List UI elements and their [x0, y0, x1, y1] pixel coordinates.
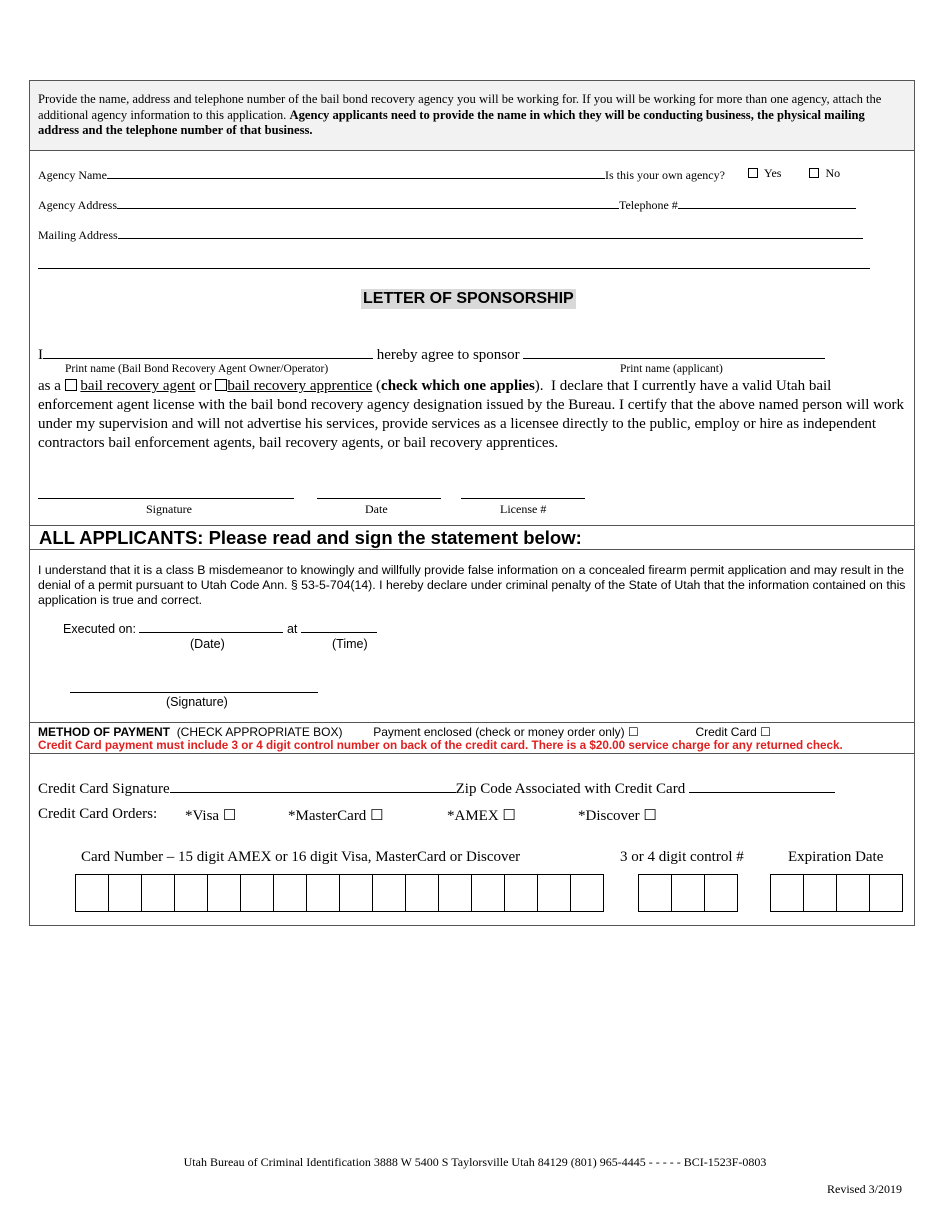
control-number-label: 3 or 4 digit control #	[620, 849, 744, 865]
check-one-label: check which one applies	[381, 378, 535, 394]
cc-orders-row	[38, 806, 157, 823]
bail-recovery-agent-label: bail recovery agent	[80, 378, 196, 394]
section-divider	[30, 549, 914, 550]
declaration-text: I declare that I currently have a valid Utah bail enforcement agent license with the bail bond recovery agency designation issued by the Bureau. I certify that the above named person will work under my supervision and will not advertise his services, provide services as a licensee directly to the public, employ or hire as independent contractors bail enforcement agents, bail recovery agents, or bail recovery apprentices.	[38, 378, 904, 451]
i-label: I	[38, 347, 43, 363]
discover-checkbox[interactable]: ☐	[643, 808, 657, 824]
revised-date: Revised 3/2019	[827, 1182, 902, 1196]
telephone-field[interactable]	[678, 197, 856, 209]
expiration-digit-box[interactable]	[837, 875, 870, 911]
card-number-boxes	[75, 874, 604, 912]
print-name-applicant-caption: Print name (applicant)	[620, 363, 723, 375]
instructions-bold: Agency applicants need to provide the name in which they will be conducting business, the physical mailing address and the telephone number of that business.	[38, 107, 865, 137]
own-agency-question: Is this your own agency?	[604, 168, 725, 182]
card-digit-box[interactable]	[142, 875, 175, 911]
card-digit-box[interactable]	[472, 875, 505, 911]
instructions-text: Provide the name, address and telephone number of the bail bond recovery agency you will be working for. If you will be working for more than one agency, attach the additional agency information to this application.	[38, 92, 882, 122]
amex-option[interactable]	[447, 806, 516, 825]
section-divider	[30, 525, 914, 526]
expiration-date-boxes	[770, 874, 903, 912]
card-digit-box[interactable]	[241, 875, 274, 911]
sponsorship-title: LETTER OF SPONSORSHIP	[363, 290, 574, 307]
payment-method-row	[38, 725, 771, 739]
or-label: or	[199, 378, 212, 394]
bail-recovery-agent-checkbox[interactable]	[65, 379, 77, 391]
bail-recovery-apprentice-checkbox[interactable]	[215, 379, 227, 391]
control-number-boxes	[638, 874, 738, 912]
agency-address-field[interactable]	[117, 197, 619, 209]
executed-time-field[interactable]	[301, 621, 377, 633]
control-digit-box[interactable]	[705, 875, 738, 911]
time-caption: (Time)	[332, 637, 368, 651]
method-of-payment-label: METHOD OF PAYMENT	[38, 725, 171, 739]
agency-name-label: Agency Name	[38, 168, 107, 182]
discover-label: *Discover	[578, 808, 640, 824]
visa-option[interactable]	[185, 806, 236, 825]
mailing-address-field-2[interactable]	[38, 257, 870, 269]
visa-label: *Visa	[185, 808, 220, 824]
cc-orders-label: Credit Card Orders:	[38, 806, 158, 822]
mailing-address-row	[38, 227, 863, 243]
section-divider	[30, 722, 914, 723]
license-caption: License #	[500, 502, 547, 516]
application-form	[29, 80, 915, 926]
mastercard-checkbox[interactable]: ☐	[370, 808, 384, 824]
visa-checkbox[interactable]: ☐	[222, 808, 237, 824]
agency-address-label: Agency Address	[38, 198, 117, 212]
executed-row	[63, 621, 377, 636]
card-digit-box[interactable]	[109, 875, 142, 911]
at-label: at	[286, 622, 298, 636]
payment-enclosed-label: Payment enclosed (check or money order only)	[373, 725, 625, 739]
footer-address: Utah Bureau of Criminal Identification 3888 W 5400 S Taylorsville Utah 84129 (801) 965-4445 - - - - - BCI-1523F-0803	[183, 1155, 767, 1169]
card-digit-box[interactable]	[274, 875, 307, 911]
expiration-digit-box[interactable]	[804, 875, 837, 911]
card-number-label: Card Number – 15 digit AMEX or 16 digit Visa, MasterCard or Discover	[81, 849, 521, 865]
signature-caption: Signature	[146, 502, 192, 516]
zip-label: Zip Code Associated with Credit Card	[455, 781, 686, 797]
card-digit-box[interactable]	[340, 875, 373, 911]
sponsor-license-field[interactable]	[461, 487, 585, 499]
sponsor-row	[38, 345, 825, 364]
yes-label: Yes	[764, 166, 782, 180]
card-digit-box[interactable]	[307, 875, 340, 911]
applicant-signature-field[interactable]	[70, 681, 318, 693]
check-appropriate-box: (CHECK APPROPRIATE BOX)	[176, 725, 343, 739]
no-label: No	[825, 166, 841, 180]
mastercard-option[interactable]	[288, 806, 384, 825]
own-agency-yes-checkbox[interactable]	[748, 168, 758, 178]
mailing-address-field[interactable]	[118, 227, 863, 239]
cc-signature-row	[38, 779, 835, 798]
applicant-statement: I understand that it is a class B misdemeanor to knowingly and willfully provide false information on a concealed firearm permit application and may result in the denial of a permit pursuant to Utah Code Ann. § 53-5-704(14). I hereby declare under criminal penalty of the State of Utah that the information contained on this application is true and correct.	[38, 563, 906, 607]
as-a-label: as a	[38, 378, 61, 394]
amex-label: *AMEX	[447, 808, 499, 824]
agency-name-row	[38, 167, 725, 183]
own-agency-no-checkbox[interactable]	[809, 168, 819, 178]
own-agency-options	[748, 166, 840, 181]
card-digit-box[interactable]	[373, 875, 406, 911]
date-caption: Date	[365, 502, 388, 516]
applicant-name-field[interactable]	[523, 345, 825, 359]
credit-card-warning: Credit Card payment must include 3 or 4 digit control number on back of the credit card. There is a $20.00 service charge for any returned check.	[38, 739, 843, 752]
sponsor-signature-field[interactable]	[38, 487, 294, 499]
sponsorship-declaration: as a bail recovery agent or bail recovery apprentice (check which one applies). I declare that I currently have a valid Utah bail enforcement agent license with the bail bond recovery agency designation issued by the Bureau. I certify that the above named person will work under my supervision and will not advertise his services, provide services as a licensee directly to the public, employ or hire as independent contractors bail enforcement agents, bail recovery agents, or bail recovery apprentices.	[38, 378, 904, 451]
expiration-digit-box[interactable]	[771, 875, 804, 911]
card-digit-box[interactable]	[208, 875, 241, 911]
applicant-signature-caption: (Signature)	[166, 695, 228, 709]
control-digit-box[interactable]	[672, 875, 705, 911]
all-applicants-title: ALL APPLICANTS: Please read and sign the statement below:	[39, 527, 582, 548]
discover-option[interactable]	[578, 806, 657, 825]
control-digit-box[interactable]	[639, 875, 672, 911]
cc-signature-field[interactable]	[170, 779, 456, 793]
payment-enclosed-checkbox[interactable]: ☐	[627, 725, 639, 739]
sponsor-owner-name-field[interactable]	[43, 345, 373, 359]
mailing-address-label: Mailing Address	[38, 228, 118, 242]
card-digit-box[interactable]	[505, 875, 538, 911]
zip-field[interactable]	[689, 779, 835, 793]
card-digit-box[interactable]	[76, 875, 109, 911]
expiration-digit-box[interactable]	[870, 875, 903, 911]
executed-date-field[interactable]	[139, 621, 283, 633]
credit-card-label: Credit Card	[695, 725, 757, 739]
card-digit-box[interactable]	[538, 875, 571, 911]
sponsor-date-field[interactable]	[317, 487, 441, 499]
credit-card-checkbox[interactable]: ☐	[760, 725, 771, 739]
mastercard-label: *MasterCard	[288, 808, 367, 824]
agency-address-row	[38, 197, 856, 213]
card-digit-box[interactable]	[175, 875, 208, 911]
telephone-label: Telephone #	[618, 198, 678, 212]
date-caption: (Date)	[190, 637, 225, 651]
agency-name-field[interactable]	[107, 167, 605, 179]
card-digit-box[interactable]	[406, 875, 439, 911]
card-digit-box[interactable]	[571, 875, 604, 911]
amex-checkbox[interactable]: ☐	[502, 808, 516, 824]
expiration-label: Expiration Date	[788, 849, 884, 865]
cc-signature-label: Credit Card Signature	[38, 781, 170, 797]
card-digit-box[interactable]	[439, 875, 472, 911]
print-name-owner-caption: Print name (Bail Bond Recovery Agent Owner/Operator)	[65, 363, 329, 375]
section-divider	[30, 753, 914, 754]
agree-label: hereby agree to sponsor	[376, 347, 520, 363]
executed-on-label: Executed on:	[63, 622, 136, 636]
agency-instructions	[30, 81, 914, 151]
bail-recovery-apprentice-label: bail recovery apprentice	[227, 378, 373, 394]
